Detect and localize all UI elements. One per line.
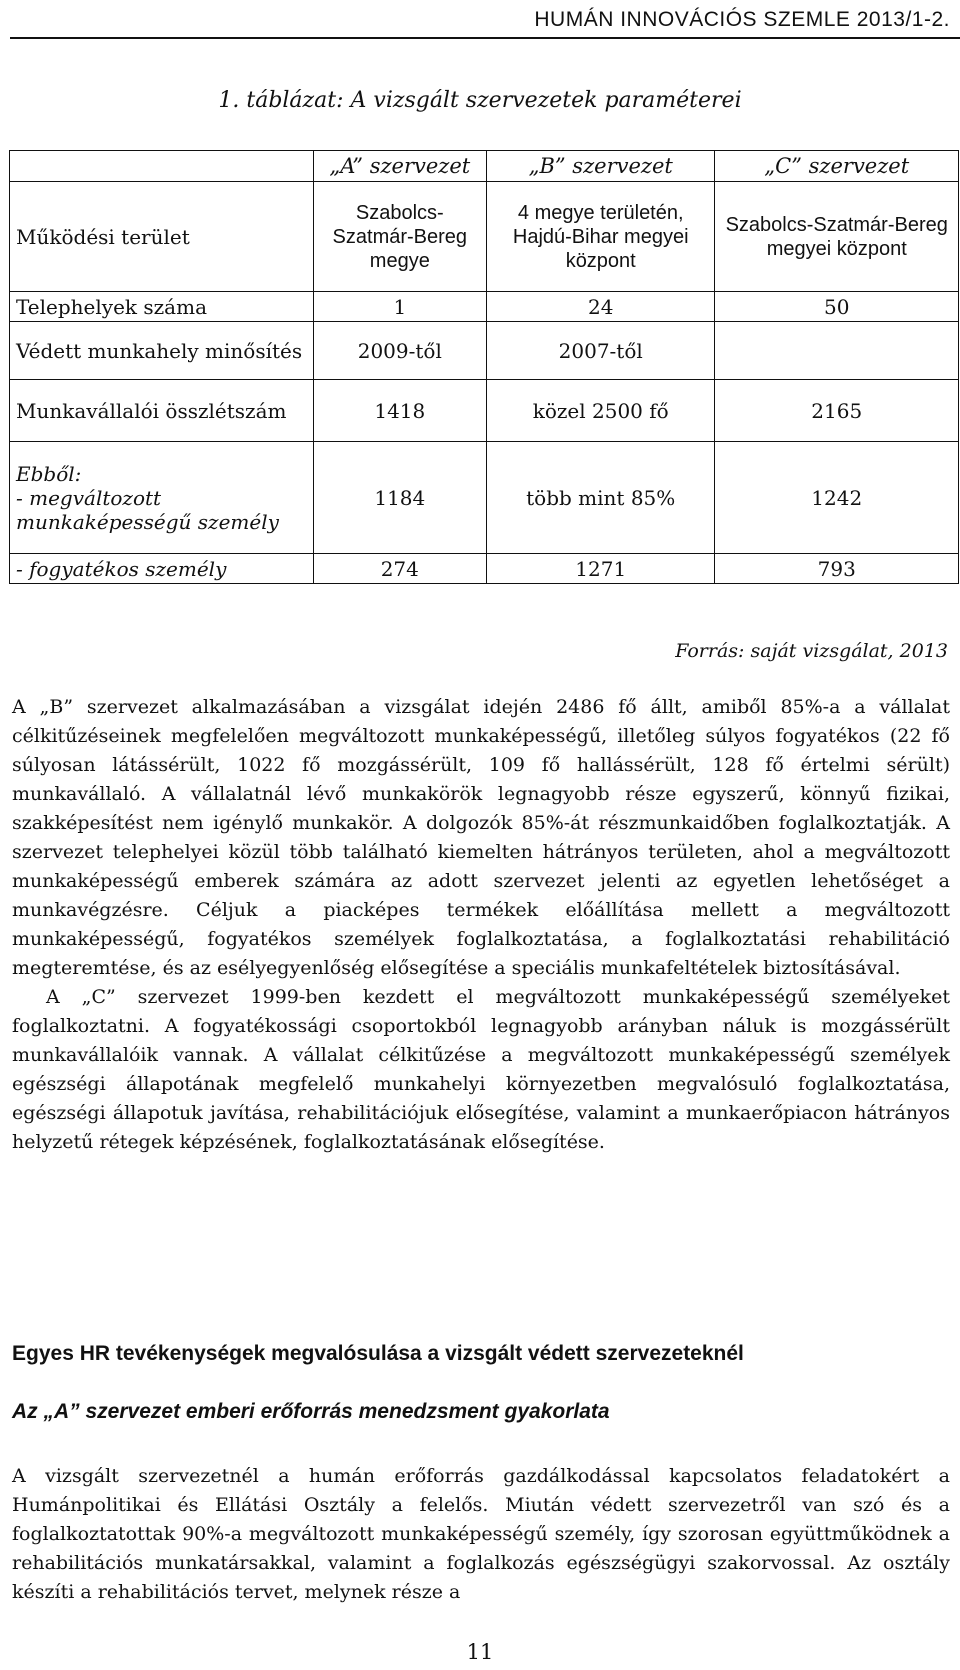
table-row	[10, 442, 959, 554]
cell-b: 2007-től	[486, 322, 714, 380]
cell-a: 274	[313, 554, 486, 584]
body-text-2	[12, 1462, 950, 1607]
body-text	[12, 693, 950, 1157]
cell-b: 1271	[486, 554, 714, 584]
row-label-prefix: Ebből:	[16, 461, 82, 486]
row-label: Munkavállalói összlétszám	[10, 380, 314, 442]
running-header: HUMÁN INNOVÁCIÓS SZEMLE 2013/1-2.	[534, 8, 950, 31]
cell-a: 1	[313, 292, 486, 322]
cell-c: 793	[715, 554, 959, 584]
table-header-row	[10, 151, 959, 182]
cell-a: Szabolcs-Szatmár-Bereg megye	[313, 182, 486, 292]
paragraph-b: A „B” szervezet alkalmazásában a vizsgálat idején 2486 fő állt, amiből 85%-a a vállalat célkitűzéseinek megfelelően megváltozott munkaképességű, illetőleg súlyos fogyatékos (22 fő súlyosan látássérült, 1022 fő mozgássérült, 109 fő hallássérült, 128 fő értelmi sérült) munkavállaló. A vállalatnál lévő munkakörök legnagyobb része egyszerű, könnyű fizikai, szakképesítést nem igénylő munkakör. A dolgozók 85%-át részmunkaidőben foglalkoztatják. A szervezet telephelyei közül több található kiemelten hátrányos területen, ahol a megváltozott munkaképességű emberek számára az adott szervezet jelenti az egyetlen lehetőséget a munkavégzésre. Céljuk a piacképes termékek előállítása mellett a megváltozott munkaképességű, fogyatékos személyek foglalkoztatása, a foglalkoztatási rehabilitáció megteremtése, és az esélyegyenlőség elősegítése a speciális munkafeltételek biztosításával.	[12, 696, 950, 979]
table-row	[10, 292, 959, 322]
table-row	[10, 182, 959, 292]
cell-b: közel 2500 fő	[486, 380, 714, 442]
table-row	[10, 322, 959, 380]
table-row	[10, 380, 959, 442]
header-rule	[10, 37, 960, 39]
paragraph-a-hr: A vizsgált szervezetnél a humán erőforrás gazdálkodással kapcsolatos feladatokért a Humánpolitikai és Ellátási Osztály a felelős. Miután védett szervezetről van szó és a foglalkoztatottak 90%-a megváltozott munkaképességű személy, így szorosan együttműködnek a rehabilitációs munkatársakkal, valamint a foglalkozás egészségügyi szakorvossal. Az osztály készíti a rehabilitációs tervet, melynek része a	[12, 1465, 950, 1603]
table-caption: 1. táblázat: A vizsgált szervezetek paraméterei	[218, 88, 742, 113]
page-number: 11	[466, 1640, 494, 1664]
col-header-c: „C” szervezet	[715, 151, 959, 182]
cell-c: Szabolcs-Szatmár-Bereg megyei központ	[715, 182, 959, 292]
section-heading: Egyes HR tevékenységek megvalósulása a vizsgált védett szervezeteknél	[12, 1342, 744, 1365]
cell-c: 1242	[715, 442, 959, 554]
cell-c: 2165	[715, 380, 959, 442]
corner-cell	[10, 151, 314, 182]
row-label-text: - megváltozott munkaképességű személy	[16, 485, 279, 534]
col-header-b: „B” szervezet	[486, 151, 714, 182]
col-header-a: „A” szervezet	[313, 151, 486, 182]
row-label: Védett munkahely minősítés	[10, 322, 314, 380]
paragraph-c: A „C” szervezet 1999-ben kezdett el megváltozott munkaképességű személyeket foglalkoztatni. A fogyatékossági csoportokból legnagyobb arányban náluk is mozgássérült munkavállalóik vannak. A vállalat célkitűzése a megváltozott munkaképességű személyek egészségi állapotának megfelelő munkahelyi környezetben megvalósuló foglalkoztatása, egészségi állapotuk javítása, rehabilitációjuk elősegítése, valamint a munkaerőpiacon hátrányos helyzetű rétegek képzésének, foglalkoztatásának elősegítése.	[12, 986, 950, 1153]
parameters-table	[9, 150, 959, 584]
row-label: - fogyatékos személy	[10, 554, 314, 584]
cell-a: 1184	[313, 442, 486, 554]
cell-c	[715, 322, 959, 380]
table-source: Forrás: saját vizsgálat, 2013	[675, 640, 948, 662]
cell-a: 1418	[313, 380, 486, 442]
cell-b: 24	[486, 292, 714, 322]
row-label	[10, 442, 314, 554]
cell-c: 50	[715, 292, 959, 322]
cell-b: 4 megye területén, Hajdú-Bihar megyei központ	[486, 182, 714, 292]
cell-a: 2009-től	[313, 322, 486, 380]
row-label: Telephelyek száma	[10, 292, 314, 322]
table-row	[10, 554, 959, 584]
subsection-heading: Az „A” szervezet emberi erőforrás menedzsment gyakorlata	[12, 1400, 610, 1423]
cell-b: több mint 85%	[486, 442, 714, 554]
row-label: Működési terület	[10, 182, 314, 292]
